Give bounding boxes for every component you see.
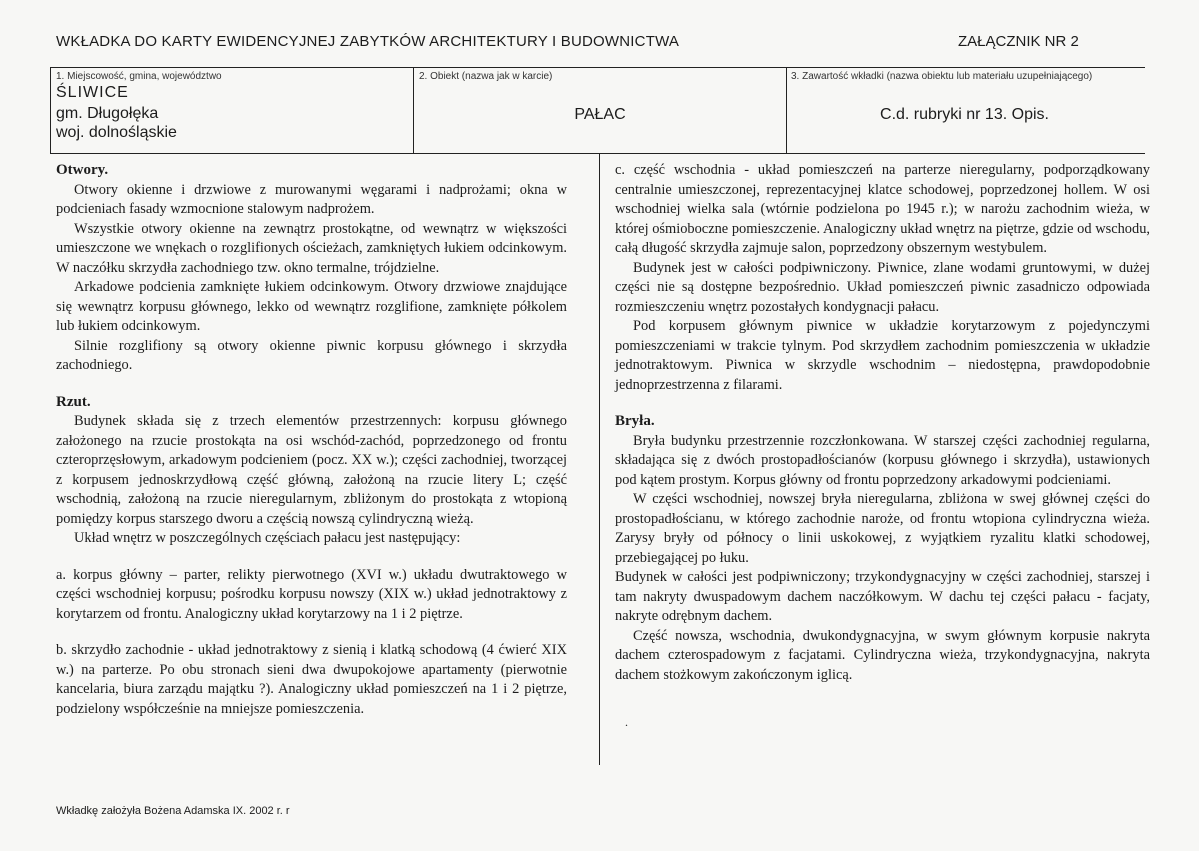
paragraph: Część nowsza, wschodnia, dwukondygnacyjna, w swym głównym korpusie nakryta dachem czterospadowym z facjatami. Cylindryczna wieża, trzykondygnacyjna, nakryta dachem stożkowym zakończonym iglicą. — [615, 627, 1150, 683]
paragraph: Układ wnętrz w poszczególnych częściach pałacu jest następujący: — [74, 530, 461, 546]
paragraph: W części wschodniej, nowszej bryła nieregularna, zbliżona w swej głównej części do prostopadłościanu, w którego zachodnie naroże, od frontu wtopiona cylindryczna wieża. Zarysy bryły od północy o linii uskokowej, z wyjątkiem ryzalitu klatki schodowej, przebiegającej po łuku. — [615, 491, 1150, 566]
location-name: ŚLIWICE — [56, 84, 129, 101]
document-title: WKŁADKA DO KARTY EWIDENCYJNEJ ZABYTKÓW ARCHITEKTURY I BUDOWNICTWA — [56, 33, 680, 50]
paragraph: Pod korpusem głównym piwnice w układzie korytarzowym z pojedynczymi pomieszczeniami w trakcie tylnym. Pod skrzydłem zachodnim pomieszczenia w układzie jednotraktowym. Piwnica w skrzydle wschodnim – niedostępna, prawdopodobnie jednoprzestrzenna z filarami. — [615, 318, 1150, 393]
paragraph: Budynek w całości jest podpiwniczony; trzykondygnacyjny w części zachodniej, starszej i tam nakryty dwuspadowym dachem naczółkowym. W dachu tej części pałacu - facjaty, nakryte odrębnym dachem. — [615, 569, 1150, 624]
location-voivodeship: woj. dolnośląskie — [56, 124, 177, 141]
form-left-border — [50, 67, 51, 153]
object-name: PAŁAC — [574, 106, 626, 123]
paragraph: Budynek składa się z trzech elementów przestrzennych: korpusu głównego założonego na rzucie prostokąta na osi wschód-zachód, poprzedzonego od frontu czteroprzęsłowym, arkadowym podcieniem (pocz. XX w.); części zachodniej, tworzącej z korpusem jednoskrzydłową część główną, założoną na rzucie litery L; część wschodnią, założoną na rzucie nieregularnym, zbliżonym do prostokąta z wtopioną pomiędzy korpus starszego dworu a częścią nowszą cylindryczną wieżą. — [56, 413, 567, 527]
paragraph: Bryła budynku przestrzennie rozczłonkowana. W starszej części zachodniej regularna, składająca się z dwóch prostopadłościanów (korpusu głównego i skrzydła), ustawionych pod kątem prostym. Korpus główny od frontu poprzedzony arkadowymi podcieniami. — [615, 432, 1150, 488]
object-label: 2. Obiekt (nazwa jak w karcie) — [419, 71, 553, 82]
stray-dot: . — [625, 715, 628, 729]
right-column — [615, 161, 1150, 685]
section-heading-bryla: Bryła. — [615, 413, 655, 429]
section-heading-otwory: Otwory. — [56, 162, 109, 178]
form-top-line — [50, 67, 1145, 68]
paragraph: Silnie rozglifiony są otwory okienne piwnic korpusu głównego i skrzydła zachodniego. — [56, 337, 567, 373]
content-label: 3. Zawartość wkładki (nazwa obiektu lub materiału uzupełniającego) — [791, 71, 1093, 82]
column-divider — [599, 153, 600, 765]
list-item-c: c. część wschodnia - układ pomieszczeń na parterze nieregularny, podporządkowany centralnie umieszczonej, reprezentacyjnej klatce schodowej, poprzedzonej hollem. W osi wschodniej wielka sala (wtórnie podzielona po 1945 r.); w narożu zachodnim wieża, w której ośmioboczne pomieszczenie. Analogiczny układ wnętrz na piętrze, gdzie od wschodu, całą długość skrzydła zajmuje salon, poprzedzony obszernym westybulem. — [615, 162, 1150, 256]
paragraph: Arkadowe podcienia zamknięte łukiem odcinkowym. Otwory drzwiowe znajdujące się wewnątrz korpusu głównego, lekko od wewnątrz rozglifione, zamknięte półkolem lub łukiem odcinkowym. — [56, 279, 567, 334]
location-label: 1. Miejscowość, gmina, województwo — [56, 71, 222, 82]
left-column — [56, 161, 567, 719]
paragraph: Wszystkie otwory okienne na zewnątrz prostokątne, od wewnątrz w większości umieszczone we wnękach o rozglifionych ościeżach, zamkniętych łukiem odcinkowym. W naczółku skrzydła zachodniego tzw. okno termalne, trójdzielne. — [56, 220, 567, 276]
footer-author-note: Wkładkę założyła Bożena Adamska IX. 2002 r. r — [56, 805, 290, 817]
annex-label: ZAŁĄCZNIK NR 2 — [958, 33, 1079, 50]
paragraph: Budynek jest w całości podpiwniczony. Piwnice, zlane wodami gruntowymi, w dużej części nie są dostępne bezpośrednio. Układ pomieszczeń piwnic zasadniczo odpowiada rozmieszczeniu wnętrz pozostałych kondygnacji pałacu. — [615, 259, 1150, 315]
list-item-b: b. skrzydło zachodnie - układ jednotraktowy z sienią i klatką schodową (4 ćwierć XIX w.) na parterze. Po obu stronach sieni dwa dwupokojowe apartamenty (pierwotnie kancelaria, biura zarządu majątku ?). Analogiczny układ pomieszczeń na 1 i 2 piętrze, podzielony współcześnie na mniejsze pomieszczenia. — [56, 642, 567, 717]
paragraph: Otwory okienne i drzwiowe z murowanymi węgarami i nadprożami; okna w podcieniach fasady wzmocnione stalowym nadprożem. — [56, 181, 567, 217]
form-bottom-line — [50, 153, 1145, 154]
content-name: C.d. rubryki nr 13. Opis. — [880, 106, 1049, 123]
list-item-a: a. korpus główny – parter, relikty pierwotnego (XVI w.) układu dwutraktowego w części wschodniej korpusu; pośrodku korpusu nowszy (XIX w.) układ jednotraktowy z korytarzem od frontu. Analogiczny układ korytarzowy na 1 i 2 piętrze. — [56, 566, 567, 622]
section-heading-rzut: Rzut. — [56, 393, 91, 410]
location-gmina: gm. Długołęka — [56, 105, 159, 122]
